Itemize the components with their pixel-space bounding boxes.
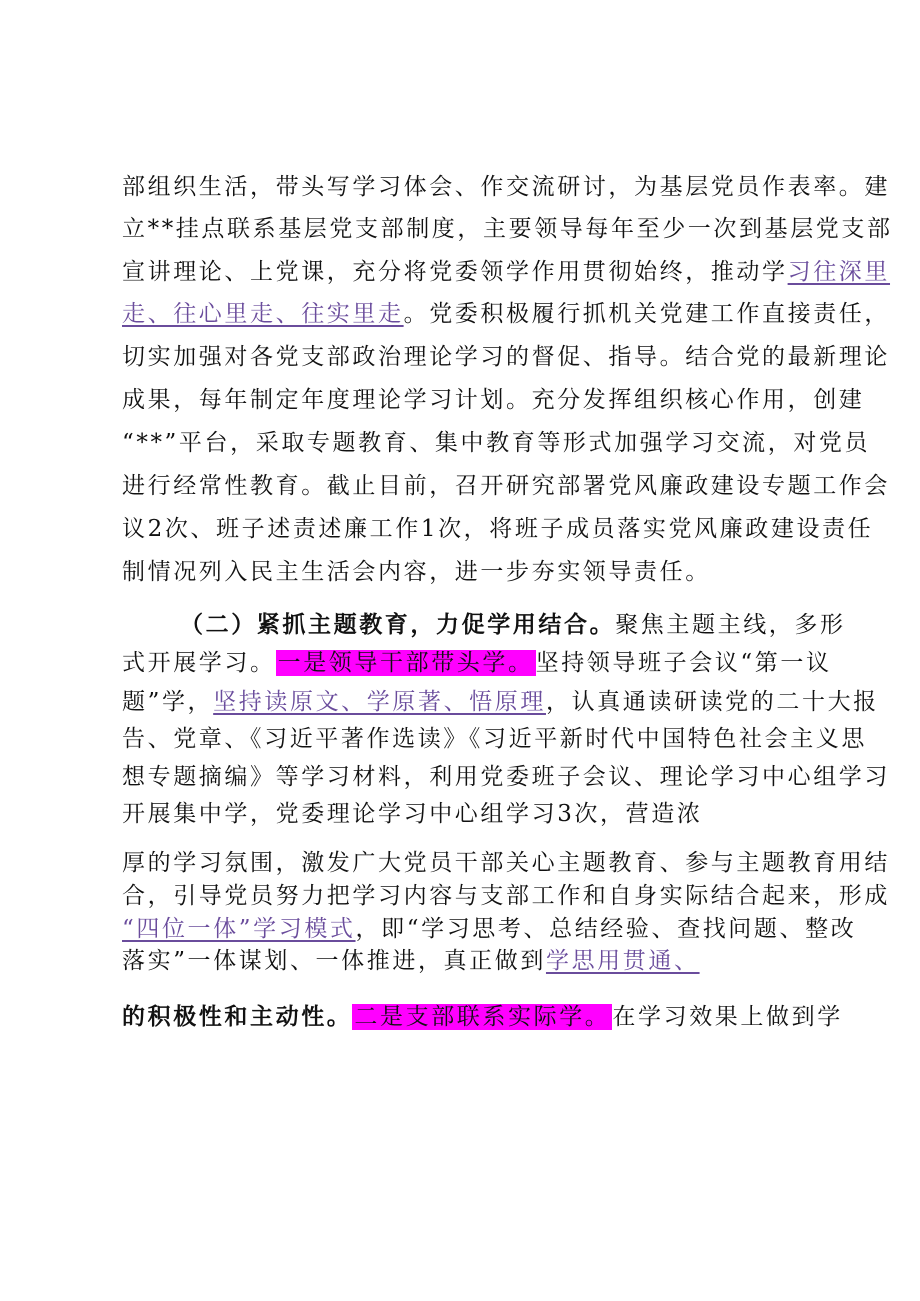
text: 宣讲理论、上党课，充分将党委领学作用贯彻始终，推动学 <box>122 259 788 285</box>
paragraph-line <box>122 170 890 204</box>
underlined-link-text[interactable]: 学思用贯通、 <box>545 948 700 974</box>
text: 想专题摘编》等学习材料，利用党委班子会议、理论学习中心组学习 <box>122 764 890 790</box>
paragraph-line <box>122 555 822 589</box>
text: 式开展学习。 <box>122 650 276 676</box>
text: 厚的学习氛围，激发广大党员干部关心主题教育、参与主题教育用结 <box>122 850 890 876</box>
text: 在学习效果上做到学 <box>612 1004 843 1030</box>
text: 题”学， <box>122 689 214 715</box>
text: 合，引导党员努力把学习内容与支部工作和自身实际结合起来，形成 <box>122 883 890 909</box>
paragraph-line <box>122 340 890 374</box>
text: 制情况列入民主生活会内容，进一步夯实领导责任。 <box>122 559 711 585</box>
text: 议2次、班子述责述廉工作1次，将班子成员落实党风廉政建设责任 <box>122 516 874 542</box>
paragraph-line <box>122 469 890 503</box>
highlighted-text: 一是领导干部带头学。 <box>277 650 534 676</box>
paragraph-line <box>122 760 890 794</box>
text: 坚持领导班子会议“第一议 <box>535 650 832 676</box>
section-heading: （二）紧抓主题教育，力促学用结合。 <box>180 611 616 638</box>
text: 立**挂点联系基层党支部制度，主要领导每年至少一次到基层党支部 <box>122 216 893 242</box>
text: 部组织生活，带头写学习体会、作交流研讨，为基层党员作表率。建 <box>122 174 890 200</box>
paragraph-line <box>122 797 822 831</box>
underlined-link-text[interactable]: 习往深里 <box>787 259 891 285</box>
bold-text: 的积极性和主动性。 <box>122 1003 353 1030</box>
text: 开展集中学，党委理论学习中心组学习3次，营造浓 <box>122 801 703 827</box>
text: 落实”一体谋划、一体推进，真正做到 <box>122 948 546 974</box>
paragraph-line <box>122 944 822 978</box>
underlined-link-text[interactable]: 走、往心里走、往实里走 <box>122 301 404 327</box>
underlined-link-text[interactable]: “四位一体”学习模式 <box>122 916 356 942</box>
paragraph-line <box>122 879 890 913</box>
paragraph-line <box>122 512 874 546</box>
paragraph-line <box>122 912 857 946</box>
text: ，即“学习思考、总结经验、查找问题、整改 <box>355 916 857 942</box>
paragraph-line <box>122 212 893 246</box>
highlighted-text: 二是支部联系实际学。 <box>354 1004 611 1030</box>
paragraph-line <box>122 722 867 756</box>
underlined-link-text[interactable]: 坚持读原文、学原著、悟原理 <box>213 689 546 715</box>
text: 聚焦主题主线，多形 <box>615 612 846 638</box>
text: 告、党章、《习近平著作选读》《习近平新时代中国特色社会主义思 <box>122 726 867 752</box>
text: 。党委积极履行抓机关党建工作直接责任， <box>403 301 891 327</box>
paragraph-line <box>122 255 891 289</box>
section-heading-line <box>180 608 846 642</box>
paragraph-line <box>122 846 890 880</box>
text: 切实加强对各党支部政治理论学习的督促、指导。结合党的最新理论 <box>122 344 890 370</box>
text: ，认真通读研读党的二十大报 <box>545 689 879 715</box>
paragraph-line <box>122 383 865 417</box>
paragraph-line <box>122 1000 843 1034</box>
text: 成果，每年制定年度理论学习计划。充分发挥组织核心作用，创建 <box>122 387 865 413</box>
text: 进行经常性教育。截止目前，召开研究部署党风廉政建设专题工作会 <box>122 473 890 499</box>
paragraph-line <box>122 685 879 719</box>
paragraph-line <box>122 297 891 331</box>
text: “**”平台，采取专题教育、集中教育等形式加强学习交流，对党员 <box>122 430 871 456</box>
paragraph-line <box>122 426 871 460</box>
paragraph-line <box>122 646 832 680</box>
